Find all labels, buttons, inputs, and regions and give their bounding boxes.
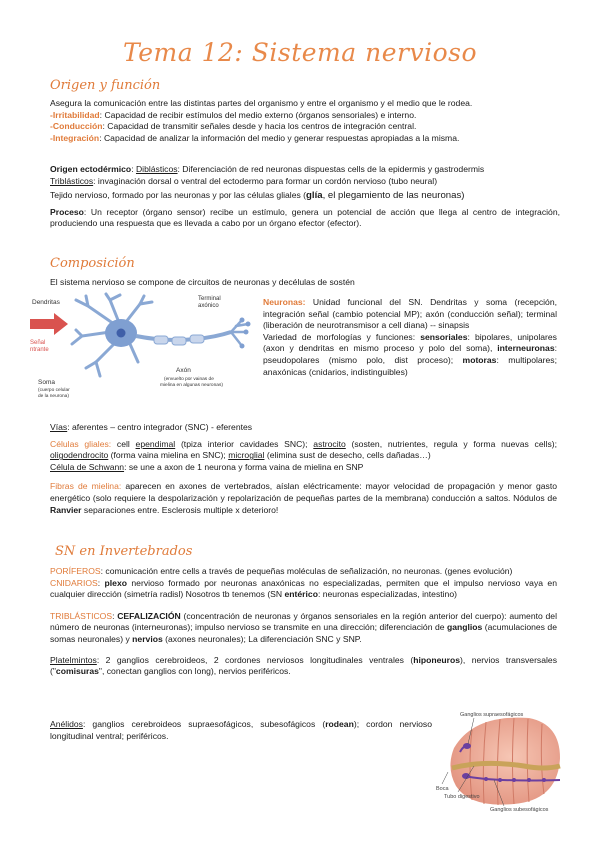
motoras-desc: : multipolares; anaxónicas (cnidarios, indistinguibles) — [263, 354, 557, 377]
label-ganglios-supraesofagicos: Ganglios supraesofágicos — [460, 712, 524, 718]
conduccion-desc: : Capacidad de transmitir señales desde y hacia los centros de integración central. — [102, 121, 417, 132]
tejido-text: Tejido nervioso, formado por las neuronas y por las células gliales ( — [50, 190, 307, 201]
schwann-line — [50, 462, 557, 474]
label-dendritas: Dendritas — [32, 299, 60, 306]
nucleus-shape — [117, 329, 126, 338]
platelmintos-paragraph — [50, 655, 557, 678]
cg-text-2: (tpiza interior cavidades SNC); — [175, 438, 314, 449]
page-title: Tema 12: Sistema nervioso — [122, 38, 478, 67]
comisuras-term: comisuras — [55, 666, 99, 677]
platelmintos-term: Platelmintos — [50, 654, 97, 665]
cefalizacion-term: CEFALIZACIÓN — [117, 610, 181, 621]
interneuronas-term: interneuronas — [497, 343, 555, 354]
sensoriales-desc: : bipolares, unipolares (axon y dendritas en mismo proceso y polo del soma), — [263, 331, 557, 354]
tri-text-2: (concentración de neuronas y órganos sensoriales en la región anterior del cuerpo): aumento del número de neuronas (interneuronas); impulso nervioso se transmite en una dirección; diferenciación de — [50, 610, 557, 633]
vias-term: Vías — [50, 422, 68, 432]
microglial-term: microglial — [228, 450, 265, 461]
rodean-term: rodean — [325, 719, 354, 729]
celulas-gliales-paragraph — [50, 439, 557, 462]
conduccion-term: -Conducción — [50, 121, 103, 132]
myelin-sheath-shape — [154, 335, 204, 345]
enterico-term: entérico — [284, 589, 318, 600]
anelidos-term: Anélidos — [50, 719, 83, 729]
section-origen-body — [50, 98, 560, 144]
triblasticos-inv-term: TRIBLÁSTICOS — [50, 610, 113, 621]
label-tubo-digestivo: Tubo digestivo — [444, 794, 480, 800]
interneuronas-desc: : pseudopolares (mismo polo, dist proceso); — [263, 343, 557, 365]
intro-text: Asegura la comunicación entre las distintas partes del organismo y entre el organismo y el medio que le rodea. — [50, 98, 473, 108]
annelid-diagram — [434, 708, 562, 812]
tri-text-4: (axones neuronales); La diferenciación SNC y SNP. — [162, 633, 362, 644]
neuronas-paragraph — [263, 297, 557, 378]
label-soma: Soma — [38, 379, 55, 386]
neuron-diagram — [26, 292, 256, 404]
proceso-term: Proceso — [50, 206, 84, 217]
plat-text-1: : 2 ganglios cerebroideos, 2 cordones nerviosos longitudinales ventrales ( — [96, 654, 414, 665]
vias-desc: : aferentes – centro integrador (SNC) - eferentes — [67, 422, 253, 432]
celulas-gliales-term: Células gliales: — [50, 438, 112, 449]
fibras-mielina-term: Fibras de mielina: — [50, 481, 122, 492]
sensoriales-term: sensoriales — [420, 331, 468, 342]
label-entrante: ntrante — [30, 347, 49, 353]
schwann-term: Célula de Schwann — [50, 461, 125, 472]
cg-text-4: (forma vaina mielina en SNC); — [108, 450, 229, 461]
cni-text-1: : — [97, 577, 105, 588]
label-soma-note1: (cuerpo celular — [38, 388, 70, 393]
neuronas-def — [263, 297, 557, 332]
poriferos-paragraph — [50, 566, 557, 578]
label-axonico: axónico — [198, 303, 219, 309]
cg-text-1: cell — [111, 438, 136, 449]
plegamiento-text: , el plegamiento de las neuronas) — [322, 190, 465, 202]
section-heading-invertebrados: SN en Invertebrados — [55, 544, 193, 559]
poriferos-term: PORÍFEROS — [50, 566, 101, 576]
triblasticos-desc: : invaginación dorsal o ventral del ectodermo para formar un cordón nervioso (tubo neural) — [93, 175, 438, 186]
ganglios-term: ganglios — [446, 622, 483, 633]
glia-term: glía — [306, 190, 323, 202]
fibras-mielina-paragraph — [50, 481, 557, 516]
triblasticos-line — [50, 176, 560, 188]
cni-text-2: nervioso formado por neuronas anaxónicas no especializadas, permiten que el impulso nervioso vaya en cualquier dirección (simetría radisl) Nosotros tb tenemos (SN — [50, 577, 557, 600]
ependimal-term: ependimal — [135, 438, 176, 449]
vias-line — [50, 422, 557, 434]
neuronas-desc: Unidad funcional del SN. Dendritas y soma (recepción, integración señal (cambio potencial MP); axón (conducción señal); terminal (liberación de neurotransmisor a cell diana) -- sinapsis — [263, 297, 557, 331]
nervios-term: nervios — [132, 633, 163, 644]
cnidarios-term: CNIDARIOS — [50, 577, 98, 588]
label-terminal: Terminal — [198, 296, 221, 302]
label-boca: Boca — [436, 786, 449, 792]
cnidarios-paragraph — [50, 578, 557, 601]
variedad-text: Variedad de morfologías y funciones: — [263, 331, 421, 342]
label-axon-note1: (envuelto por vainas de — [164, 377, 214, 382]
diblasticos-desc: : Diferenciación de red neuronas dispuestas cells de la epidermis y gastrodermis — [177, 164, 485, 174]
poriferos-desc: : comunicación entre cells a través de pequeñas moléculas de señalización, no neuronas. (genes evolución) — [100, 566, 513, 576]
composicion-intro: El sistema nervioso se compone de circuitos de neuronas y decélulas de sostén — [50, 277, 355, 287]
section-heading-origen: Origen y función — [50, 78, 161, 93]
ectodermic-block — [50, 164, 560, 230]
diblasticos-line: Origen ectodérmico: Diblásticos: Diferenciación de red neuronas dispuestas cells de la epidermis y gastrodermis — [50, 164, 485, 174]
integracion-desc: : Capacidad de analizar la información del medio y generar respuestas apropiadas a la misma. — [99, 132, 460, 143]
fibras-text-1: aparecen en axones de vertebrados, aíslan eléctricamente: mayor velocidad de propagación y menor gasto energético (solo requiere la despolarización y repolarización de pequeñas partes de la membrana) conducción a saltos. Nódulos de — [50, 481, 557, 503]
plexo-term: plexo — [104, 577, 127, 588]
irritabilidad-line — [50, 110, 560, 122]
label-ganglios-subesofagicos: Ganglios subesofágicos — [490, 807, 549, 812]
neuronas-term: Neuronas: — [263, 297, 306, 307]
anelidos-paragraph — [50, 719, 432, 742]
cg-text-3: (sosten, nutrientes, regula y forma nuevas cells); — [345, 438, 557, 449]
astrocito-term: astrocito — [313, 438, 346, 449]
proceso-paragraph — [50, 207, 560, 230]
integracion-line — [50, 133, 560, 145]
label-soma-note2: de la neurona) — [38, 394, 69, 399]
label-axon: Axón — [176, 367, 191, 374]
plat-text-3: ", conectan ganglios con long), nervios periféricos. — [98, 666, 291, 677]
label-senal: Señal — [30, 340, 46, 346]
tejido-line — [50, 190, 560, 202]
conduccion-line — [50, 121, 560, 133]
motoras-term: motoras — [462, 354, 497, 365]
irritabilidad-desc: : Capacidad de recibir estímulos del medio externo (órganos sensoriales) e interno. — [99, 109, 417, 120]
cg-text-5: (elimina sust de desecho, cells dañadas…) — [264, 450, 431, 461]
glia-block — [50, 422, 557, 516]
ecto-term: Origen ectodérmico — [50, 164, 132, 174]
proceso-desc: : Un receptor (órgano sensor) recibe un estímulo, genera un potencial de acción que llega al centro de integración, produciendo una respuesta que es llevada a cabo por un órgano efector (efector). — [50, 206, 560, 229]
triblasticos-paragraph — [50, 611, 557, 646]
ranvier-term: Ranvier — [50, 504, 82, 515]
fibras-text-2: separaciones entre. Esclerosis multiple x deterioro! — [81, 504, 279, 515]
tri-text-3: (acumulaciones de somas neuronales) y — [50, 622, 557, 644]
ane-text-2: ); cordon nervioso longitudinal ventral; periféricos. — [50, 719, 432, 741]
ane-text-1: : ganglios cerebroideos supraesofágicos, subesofágicos ( — [82, 719, 326, 729]
section-heading-composicion: Composición — [50, 256, 135, 271]
diblasticos-term: Diblásticos — [135, 164, 178, 174]
plat-text-2: ), nervios transversales (" — [50, 654, 557, 677]
invertebrados-block — [50, 566, 557, 678]
variedad-line — [263, 332, 557, 378]
hiponeuros-term: hiponeuros — [413, 654, 461, 665]
cni-text-3: : neuronas especializadas, intestino) — [317, 589, 457, 600]
triblasticos-term: Triblásticos — [50, 175, 94, 186]
oligodendrocito-term: oligodendrocito — [50, 450, 109, 461]
tri-text-1: : — [112, 610, 118, 621]
schwann-desc: : se une a axon de 1 neurona y forma vaina de mielina en SNP — [124, 461, 364, 472]
integracion-term: -Integración — [50, 132, 100, 143]
irritabilidad-term: -Irritabilidad — [50, 109, 100, 120]
label-axon-note2: mielina en algunas neuronas) — [160, 383, 223, 388]
